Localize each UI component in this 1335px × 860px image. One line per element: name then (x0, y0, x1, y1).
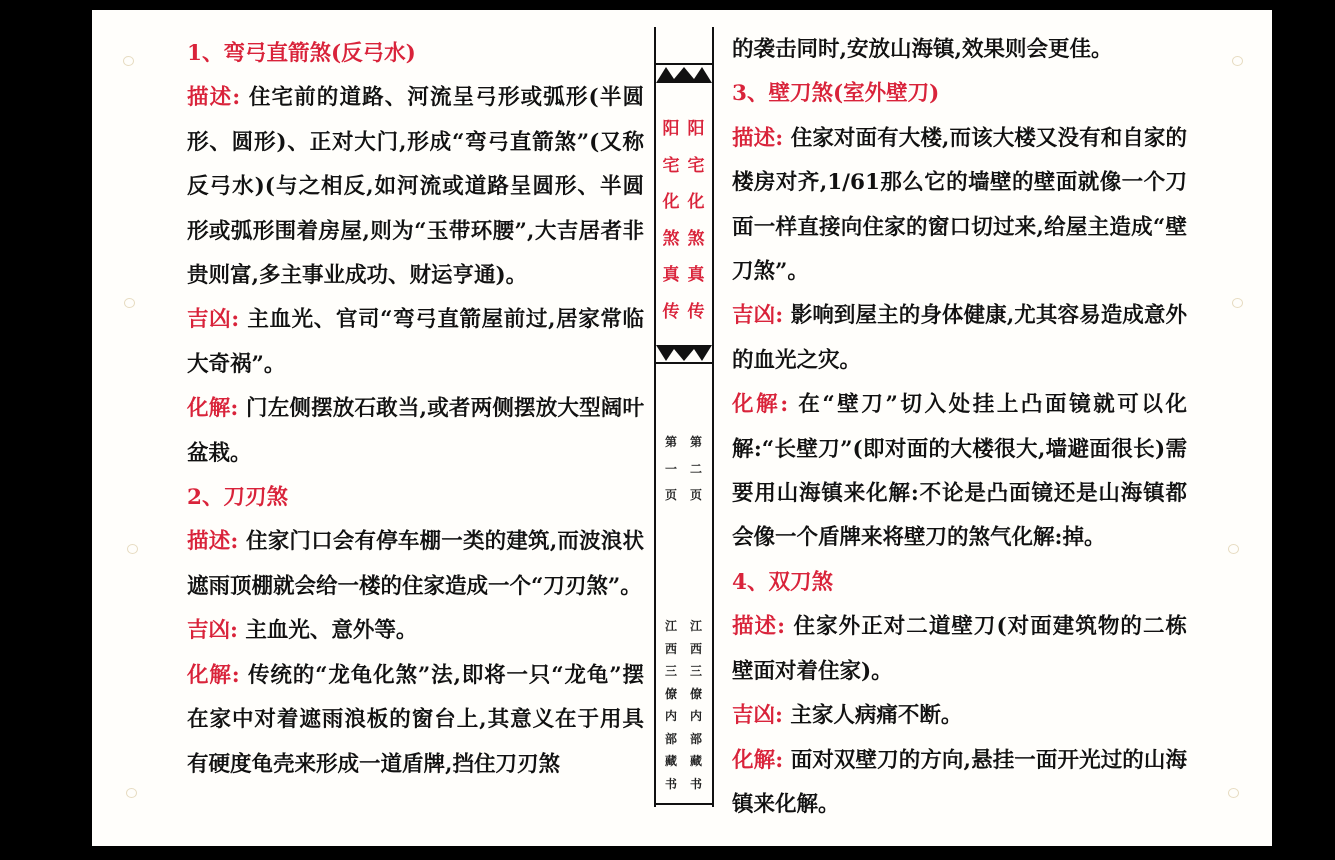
zigzag-ornament-bottom (656, 345, 712, 361)
section-4-heading: 4、双刀煞 (732, 569, 833, 595)
spine-char: 煞 (687, 228, 705, 249)
section-3-remedy (732, 383, 1187, 561)
margin-mark (127, 544, 138, 554)
spine-char: 页 (664, 488, 677, 502)
section-1-fortune (187, 298, 644, 387)
spine-char: 书 (664, 776, 677, 791)
spine-char: 部 (689, 731, 702, 746)
margin-mark (124, 298, 135, 308)
spine-char: 三 (689, 664, 702, 678)
section-1-description (187, 76, 644, 298)
fortune-text: 主血光、意外等。 (237, 618, 418, 644)
description-label: 描述: (732, 614, 786, 640)
spine-char: 僚 (664, 686, 677, 701)
spine-divider (656, 803, 712, 805)
spine-char: 页 (689, 488, 702, 502)
book-spine (654, 27, 714, 807)
remedy-label: 化解: (187, 662, 240, 688)
book-page (92, 10, 1272, 846)
section-1-heading: 1、弯弓直箭煞(反弓水) (187, 41, 416, 66)
fortune-label: 吉凶: (187, 307, 240, 333)
spine-page-column-1 (660, 429, 682, 509)
spine-divider (656, 362, 712, 364)
spine-char: 真 (687, 265, 705, 285)
fortune-text: 主家人病痛不断。 (782, 703, 963, 729)
spine-char: 二 (689, 461, 702, 476)
spine-char: 内 (664, 709, 677, 723)
spine-char: 传 (662, 301, 680, 322)
description-text: 住宅前的道路、河流呈弓形或弧形(半圆形、圆形)、正对大门,形成“弯弓直箭煞”(又称反弓水)(与之相反,如河流或道路呈圆形、半圆形或弧形围着房屋,则为“玉带环腰”,大吉居者非贵则富,多主事业成功、财运亨通)。 (187, 85, 644, 289)
remedy-text: 传统的“龙龟化煞”法,即将一只“龙龟”摆在家中对着遮雨浪板的窗台上,其意义在于用具有硬度龟壳来形成一道盾牌,挡住刀刃煞 (187, 662, 644, 777)
margin-mark (123, 56, 134, 66)
spine-char: 部 (664, 731, 677, 746)
section-3-heading: 3、壁刀煞(室外壁刀) (732, 81, 940, 107)
remedy-label: 化解: (732, 392, 789, 418)
continued-text: 的袭击同时,安放山海镇,效果则会更佳。 (732, 37, 1113, 62)
fortune-text: 影响到屋主的身体健康,尤其容易造成意外的血光之灾。 (732, 303, 1187, 373)
spine-char: 西 (664, 641, 677, 656)
section-2-description (187, 520, 644, 609)
description-text: 住家外正对二道壁刀(对面建筑物的二栋壁面对着住家)。 (732, 614, 1187, 684)
section-4-fortune (732, 694, 1187, 738)
spine-char: 第 (664, 435, 677, 449)
description-text: 住家对面有大楼,而该大楼又没有和自家的楼房对齐,1/61那么它的墙壁的壁面就像一个刀面一样直接向住家的窗口切过来,给屋主造成“壁刀煞”。 (732, 125, 1187, 285)
remedy-label: 化解: (187, 396, 239, 422)
spine-char: 阳 (662, 119, 680, 139)
description-text: 住家门口会有停车棚一类的建筑,而波浪状遮雨顶棚就会给一楼的住家造成一个“刀刃煞”。 (187, 529, 644, 599)
margin-mark (1232, 298, 1243, 308)
right-text-column (732, 28, 1187, 827)
spine-char: 真 (662, 265, 680, 285)
section-4-remedy (732, 739, 1187, 828)
margin-mark (1232, 56, 1243, 66)
remedy-label: 化解: (732, 747, 784, 773)
spine-char: 阳 (687, 119, 705, 139)
description-label: 描述: (187, 85, 241, 111)
spine-char: 藏 (689, 754, 702, 768)
remedy-text: 面对双壁刀的方向,悬挂一面开光过的山海镇来化解。 (732, 747, 1187, 817)
spine-char: 煞 (662, 228, 680, 249)
spine-char: 宅 (687, 155, 705, 176)
section-3-fortune (732, 294, 1187, 383)
spine-char: 化 (662, 192, 680, 212)
spine-title-column-2 (685, 111, 707, 330)
description-label: 描述: (187, 529, 239, 555)
fortune-label: 吉凶: (732, 303, 784, 329)
left-text-column (187, 32, 644, 787)
description-label: 描述: (732, 125, 784, 151)
section-3-description (732, 117, 1187, 295)
fortune-text: 主血光、官司“弯弓直箭屋前过,居家常临大奇祸”。 (187, 307, 645, 377)
spine-char: 传 (687, 301, 705, 322)
section-2-heading: 2、刀刃煞 (187, 485, 288, 511)
spine-publisher-column-2 (685, 615, 707, 795)
spine-char: 宅 (662, 155, 680, 176)
fortune-label: 吉凶: (187, 618, 238, 644)
margin-mark (126, 788, 137, 798)
spine-title-column-1 (660, 111, 682, 330)
margin-mark (1228, 544, 1239, 554)
spine-divider (656, 63, 712, 65)
section-2-fortune (187, 609, 644, 653)
spine-char: 一 (664, 461, 677, 476)
spine-publisher-column-1 (660, 615, 682, 795)
spine-char: 西 (689, 641, 702, 656)
fortune-label: 吉凶: (732, 703, 783, 729)
spine-char: 江 (689, 619, 702, 633)
spine-char: 藏 (664, 754, 677, 768)
spine-char: 化 (687, 192, 705, 212)
spine-page-column-2 (685, 429, 707, 509)
spine-char: 内 (689, 709, 702, 723)
remedy-text: 门左侧摆放石敢当,或者两侧摆放大型阔叶盆栽。 (187, 396, 644, 466)
section-1-remedy (187, 387, 644, 476)
spine-char: 第 (689, 435, 702, 449)
spine-char: 三 (664, 664, 677, 678)
spine-char: 书 (689, 776, 702, 791)
spine-char: 江 (664, 619, 677, 633)
section-4-description (732, 605, 1187, 694)
spine-char: 僚 (689, 686, 702, 701)
remedy-text: 在“壁刀”切入处挂上凸面镜就可以化解:“长壁刀”(即对面的大楼很大,墙避面很长)需要用山海镇来化解:不论是凸面镜还是山海镇都会像一个盾牌来将壁刀的煞气化解:掉。 (732, 392, 1187, 551)
margin-mark (1228, 788, 1239, 798)
zigzag-ornament-top (656, 67, 712, 83)
section-2-remedy (187, 654, 644, 787)
